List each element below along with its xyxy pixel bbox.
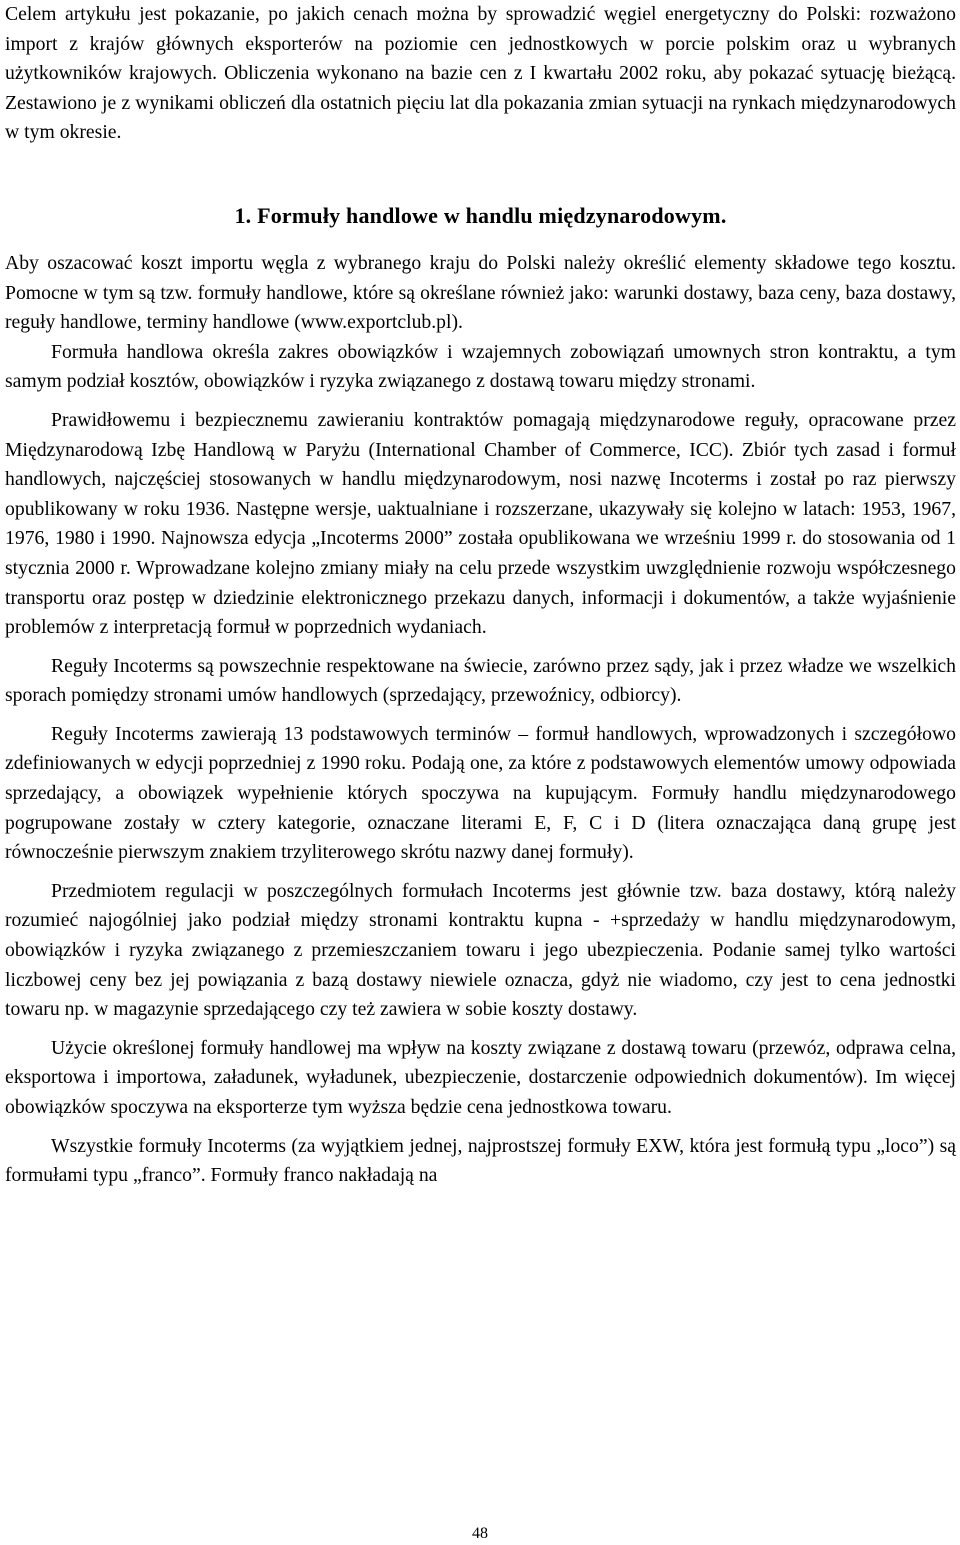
body-paragraph-8: Wszystkie formuły Incoterms (za wyjątkiem jednej, najprostszej formuły EXW, która jest formułą typu „loco”) są formułami typu „franco”. Formuły franco nakładają na (5, 1134, 956, 1187)
page-number: 48 (472, 1525, 488, 1542)
body-paragraph-6: Przedmiotem regulacji w poszczególnych formułach Incoterms jest głównie tzw. baza dostawy, którą należy rozumieć najogólniej jako podział między stronami kontraktu kupna - +sprzedaży w handlu międzynarodowym, obowiązków i ryzyka związanego z przemieszczaniem towaru i jego ubezpieczenia. Podanie samej tylko wartości liczbowej ceny bez jej powiązania z bazą dostawy niewiele oznacza, gdyż nie wiadomo, czy jest to cena jednostki towaru np. w magazynie sprzedającego czy też zawiera w sobie koszty dostawy. (5, 879, 956, 1021)
intro-paragraph: Celem artykułu jest pokazanie, po jakich cenach można by sprowadzić węgiel energetyczny do Polski: rozważono import z krajów głównych eksporterów na poziomie cen jednostkowych w porcie polskim oraz u wybranych użytkowników krajowych. Obliczenia wykonano na bazie cen z I kwartału 2002 roku, aby pokazać sytuację bieżącą. Zestawiono je z wynikami obliczeń dla ostatnich pięciu lat dla pokazania zmian sytuacji na rynkach międzynarodowych w tym okresie. (5, 3, 956, 144)
body-paragraph-2: Formuła handlowa określa zakres obowiązków i wzajemnych zobowiązań umownych stron kontraktu, a tym samym podział kosztów, obowiązków i ryzyka związanego z dostawą towaru między stronami. (5, 340, 956, 393)
body-paragraph-3: Prawidłowemu i bezpiecznemu zawieraniu kontraktów pomagają międzynarodowe reguły, opracowane przez Międzynarodową Izbę Handlową w Paryżu (International Chamber of Commerce, ICC). Zbiór tych zasad i formuł handlowych, najczęściej stosowanych w handlu międzynarodowym, nosi nazwę Incoterms i został po raz pierwszy opublikowany w roku 1936. Następne wersje, uaktualniane i rozszerzane, ukazywały się kolejno w latach: 1953, 1967, 1976, 1980 i 1990. Najnowsza edycja „Incoterms 2000” została opublikowana we wrześniu 1999 r. do stosowania od 1 stycznia 2000 r. Wprowadzane kolejno zmiany miały na celu przede wszystkim uwzględnienie rozwoju współczesnego transportu oraz postęp w dziedzinie elektronicznego przekazu danych, informacji i dokumentów, a także wyjaśnienie problemów z interpretacją formuł w poprzednich wydaniach. (5, 408, 956, 639)
body-paragraph-1: Aby oszacować koszt importu węgla z wybranego kraju do Polski należy określić elementy składowe tego kosztu. Pomocne w tym są tzw. formuły handlowe, które są określane również jako: warunki dostawy, baza ceny, baza dostawy, reguły handlowe, terminy handlowe (www.exportclub.pl). (5, 251, 956, 334)
body-paragraph-5: Reguły Incoterms zawierają 13 podstawowych terminów – formuł handlowych, wprowadzonych i szczegółowo zdefiniowanych w edycji poprzedniej z 1990 roku. Podają one, za które z podstawowych elementów umowy odpowiada sprzedający, a obowiązek wypełnienie których spoczywa na kupującym. Formuły handlu międzynarodowego pogrupowane zostały w cztery kategorie, oznaczane literami E, F, C i D (litera oznaczająca daną grupę jest równocześnie pierwszym znakiem trzyliterowego skrótu nazwy danej formuły). (5, 722, 956, 864)
body-paragraph-7: Użycie określonej formuły handlowej ma wpływ na koszty związane z dostawą towaru (przewóz, odprawa celna, eksportowa i importowa, załadunek, wyładunek, ubezpieczenie, dostarczenie odpowiednich dokumentów). Im więcej obowiązków spoczywa na eksporterze tym wyższa będzie cena jednostkowa towaru. (5, 1036, 956, 1118)
document-page (5, 0, 956, 1191)
body-paragraph-4: Reguły Incoterms są powszechnie respektowane na świecie, zarówno przez sądy, jak i przez władze we wszelkich sporach pomiędzy stronami umów handlowych (sprzedający, przewoźnicy, odbiorcy). (5, 654, 956, 707)
section-heading: 1. Formuły handlowe w handlu międzynarodowym. (234, 202, 727, 228)
